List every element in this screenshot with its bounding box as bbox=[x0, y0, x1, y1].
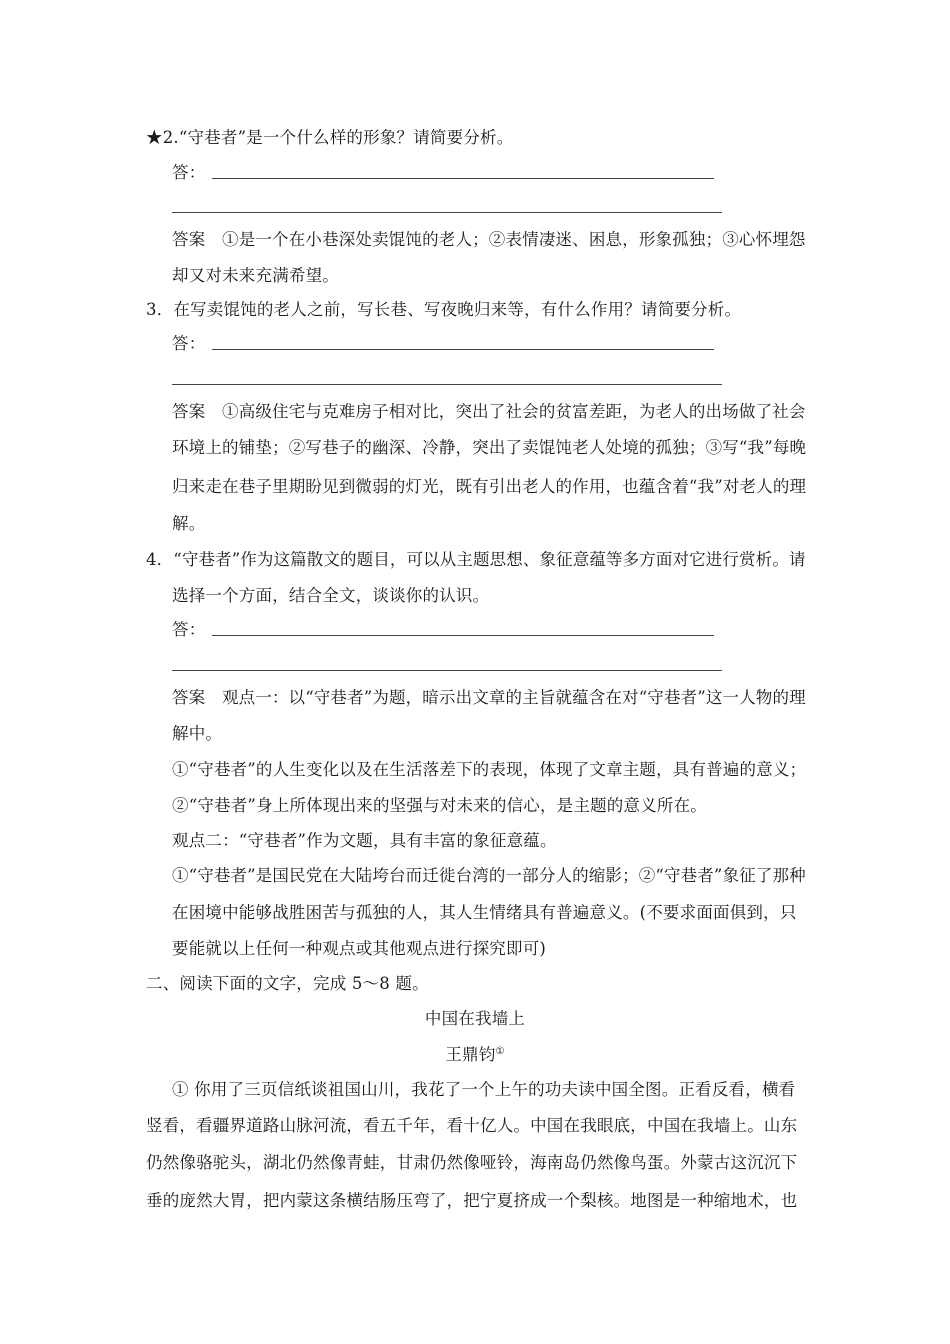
question-2: ★2.“守巷者”是一个什么样的形象？请简要分析。 bbox=[146, 128, 514, 147]
answer-line bbox=[172, 212, 722, 213]
answer-text-line: 解中。 bbox=[172, 724, 223, 743]
answer-text-line: 在困境中能够战胜困苦与孤独的人，其人生情绪具有普遍意义。(不要求面面俱到，只 bbox=[172, 903, 797, 922]
answer-text-line: 归来走在巷子里期盼见到微弱的灯光，既有引出老人的作用，也蕴含着“我”对老人的理 bbox=[172, 477, 807, 496]
question-4-line: 4．“守巷者”作为这篇散文的题目，可以从主题思想、象征意蕴等多方面对它进行赏析。请 bbox=[146, 550, 806, 569]
answer-text-line: ①“守巷者”的人生变化以及在生活落差下的表现，体现了文章主题，具有普遍的意义； bbox=[172, 760, 807, 779]
answer-text-line: 答案 ①是一个在小巷深处卖馄饨的老人；②表情凄迷、困息，形象孤独；③心怀埋怨 bbox=[172, 230, 806, 249]
answer-text-line: 解。 bbox=[172, 514, 206, 533]
answer-text-line: 答案 ①高级住宅与克难房子相对比，突出了社会的贫富差距，为老人的出场做了社会 bbox=[172, 402, 806, 421]
answer-text-line: 观点二：“守巷者”作为文题，具有丰富的象征意蕴。 bbox=[172, 831, 557, 850]
answer-line bbox=[172, 384, 722, 385]
author-name: 王鼎钧 bbox=[445, 1045, 496, 1064]
answer-line bbox=[212, 349, 714, 350]
answer-line bbox=[172, 670, 722, 671]
answer-line bbox=[212, 635, 714, 636]
answer-label-q3: 答： bbox=[172, 334, 206, 353]
paragraph-line: 竖看，看疆界道路山脉河流，看五千年，看十亿人。中国在我眼底，中国在我墙上。山东 bbox=[146, 1116, 798, 1135]
author-footnote-marker: ① bbox=[495, 1046, 505, 1057]
paragraph-line: ① 你用了三页信纸谈祖国山川，我花了一个上午的功夫读中国全图。正看反看，横看 bbox=[172, 1080, 796, 1099]
answer-line bbox=[212, 178, 714, 179]
article-title: 中国在我墙上 bbox=[424, 1009, 526, 1028]
paragraph-line: 仍然像骆驼头，湖北仍然像青蛙，甘肃仍然像哑铃，海南岛仍然像鸟蛋。外蒙古这沉沉下 bbox=[146, 1153, 798, 1172]
answer-text-line: 要能就以上任何一种观点或其他观点进行探究即可) bbox=[172, 939, 547, 958]
answer-text-line: 却又对未来充满希望。 bbox=[172, 266, 339, 285]
answer-label-q4: 答： bbox=[172, 620, 206, 639]
question-4-line: 选择一个方面，结合全文，谈谈你的认识。 bbox=[172, 586, 490, 605]
answer-label-q2: 答： bbox=[172, 163, 206, 182]
question-3: 3．在写卖馄饨的老人之前，写长巷、写夜晚归来等，有什么作用？请简要分析。 bbox=[146, 300, 742, 319]
paragraph-line: 垂的庞然大胃，把内蒙这条横结肠压弯了，把宁夏挤成一个梨核。地图是一种缩地术，也 bbox=[146, 1191, 798, 1210]
section-heading: 二、阅读下面的文字，完成 5～8 题。 bbox=[146, 974, 429, 993]
answer-text-line: ①“守巷者”是国民党在大陆垮台而迁徙台湾的一部分人的缩影；②“守巷者”象征了那种 bbox=[172, 866, 806, 885]
answer-text-line: 环境上的铺垫；②写巷子的幽深、冷静，突出了卖馄饨老人处境的孤独；③写“我”每晚 bbox=[172, 438, 807, 457]
article-author bbox=[0, 1044, 950, 1066]
answer-text-line: ②“守巷者”身上所体现出来的坚强与对未来的信心，是主题的意义所在。 bbox=[172, 796, 707, 815]
answer-text-line: 答案 观点一：以“守巷者”为题，暗示出文章的主旨就蕴含在对“守巷者”这一人物的理 bbox=[172, 688, 806, 707]
